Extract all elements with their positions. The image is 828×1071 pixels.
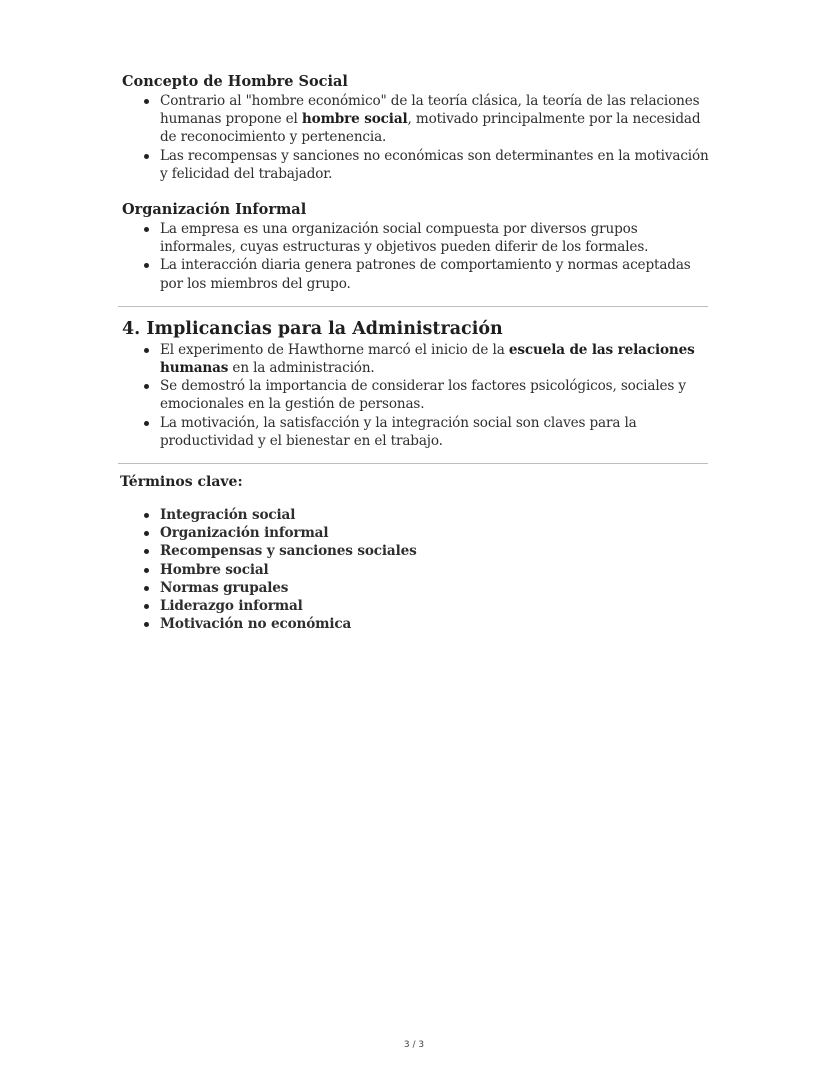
list-item [160, 92, 710, 147]
bullet-text: Las recompensas y sanciones no económicas son determinantes en la motivación y felicidad del trabajador. [160, 147, 709, 182]
bullet-text: Se demostró la importancia de considerar los factores psicológicos, sociales y emocionales en la gestión de personas. [160, 378, 686, 413]
bullet-text: en la administración. [228, 360, 375, 377]
list-item [160, 147, 710, 183]
list-item [160, 341, 710, 377]
organizacion-informal-list [120, 220, 710, 293]
key-term-item: Organización informal [160, 524, 710, 542]
section-title-hombre-social: Concepto de Hombre Social [122, 73, 348, 90]
bullet-text: El experimento de Hawthorne marcó el inicio de la [160, 341, 509, 358]
key-term-item: Integración social [160, 506, 710, 524]
bullet-text: , motivado principalmente por la necesidad de reconocimiento y pertenencia. [160, 111, 701, 146]
terms-title: Términos clave: [120, 474, 243, 491]
key-term-item: Normas grupales [160, 579, 710, 597]
key-term-item: Recompensas y sanciones sociales [160, 542, 710, 560]
list-item: La empresa es una organización social compuesta por diversos grupos informales, cuyas estructuras y objetivos pueden diferir de los formales. [160, 220, 710, 256]
bold-term: escuela de las relaciones humanas [160, 341, 695, 377]
list-item [160, 377, 710, 413]
section-title-organizacion-informal: Organización Informal [122, 201, 307, 219]
section-heading-implicancias: 4. Implicancias para la Administración [122, 318, 503, 339]
key-term-item: Hombre social [160, 561, 710, 579]
page-content [120, 72, 710, 633]
implicancias-list [120, 341, 710, 450]
list-item: La interacción diaria genera patrones de comportamiento y normas aceptadas por los miembros del grupo. [160, 256, 710, 292]
page-number: 3 / 3 [403, 1040, 425, 1050]
list-item [160, 414, 710, 450]
bullet-text: Contrario al "hombre económico" de la teoría clásica, la teoría de las relaciones humanas propone el [160, 93, 700, 128]
key-terms-list [120, 506, 710, 633]
key-term-item: Motivación no económica [160, 615, 710, 633]
hombre-social-list [120, 92, 710, 183]
bullet-text: La motivación, la satisfacción y la integración social son claves para la productividad y el bienestar en el trabajo. [160, 414, 637, 449]
bold-term: hombre social [301, 111, 408, 128]
key-term-item: Liderazgo informal [160, 597, 710, 615]
